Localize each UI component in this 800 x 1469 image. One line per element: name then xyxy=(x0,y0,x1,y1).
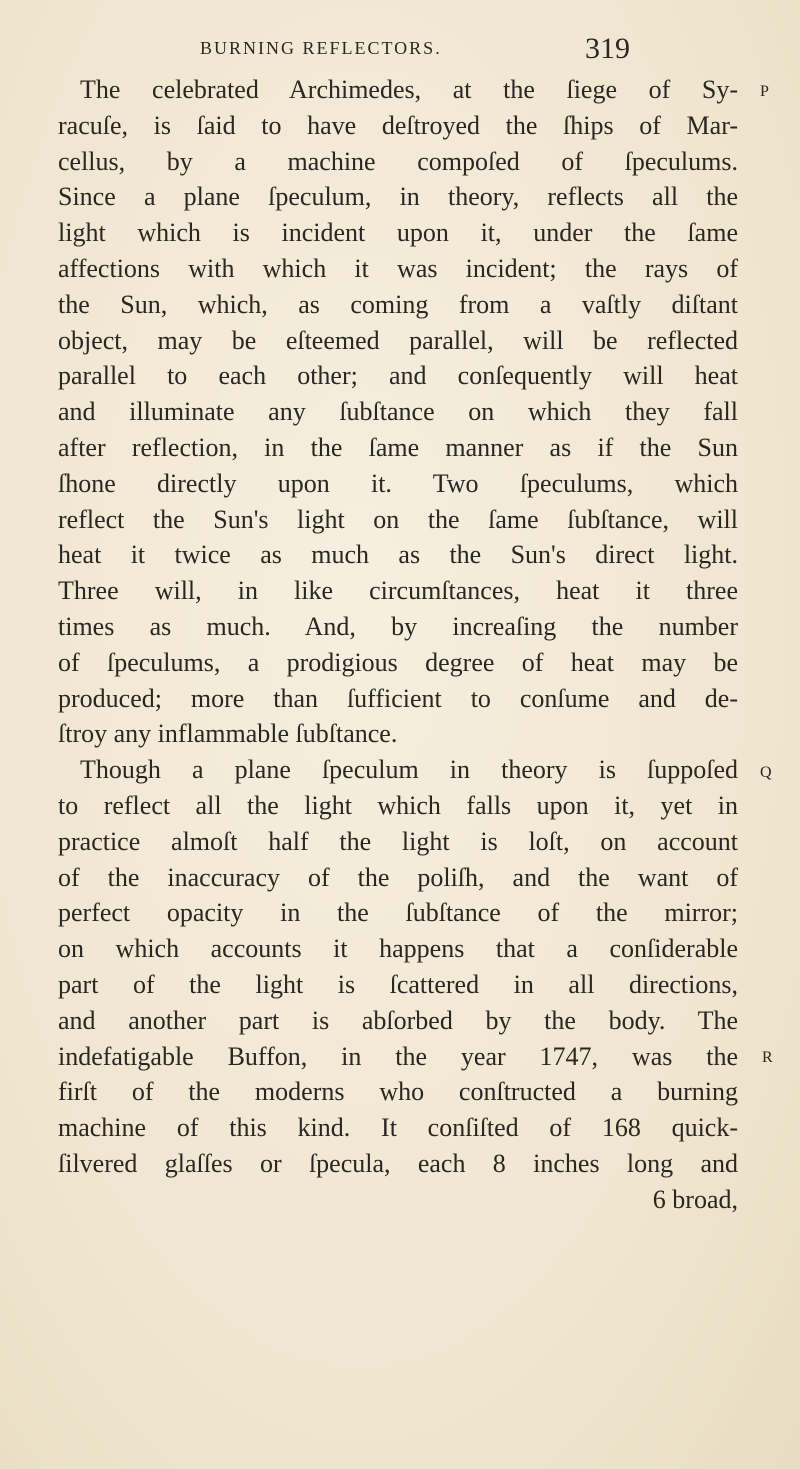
text-line: practice almoſt half the light is loſt, on account xyxy=(58,826,738,856)
text-line: indefatigable Buffon, in the year 1747, was the xyxy=(58,1041,738,1071)
text-line: machine of this kind. It conſiſted of 168 quick- xyxy=(58,1113,738,1143)
text-line: and illuminate any ſubſtance on which they fall xyxy=(58,397,738,427)
text-line: reflect the Sun's light on the ſame ſubſtance, will xyxy=(58,504,738,534)
text-line: ſtroy any inflammable ſubſtance. xyxy=(58,719,398,749)
text-line: cellus, by a machine compoſed of ſpeculums. xyxy=(58,146,738,176)
text-line: after reflection, in the ſame manner as if the Sun xyxy=(58,432,738,462)
text-line: on which accounts it happens that a conſiderable xyxy=(58,934,738,964)
running-title: BURNING REFLECTORS. xyxy=(200,38,442,58)
text-line: part of the light is ſcattered in all directions, xyxy=(58,969,738,999)
catchword: 6 broad, xyxy=(652,1184,738,1214)
text-line: perfect opacity in the ſubſtance of the mirror; xyxy=(58,898,738,928)
text-line: of ſpeculums, a prodigious degree of heat may be xyxy=(58,647,738,677)
text-line: parallel to each other; and conſequently will heat xyxy=(58,361,738,391)
text-line: the Sun, which, as coming from a vaſtly diſtant xyxy=(58,289,738,319)
text-line: light which is incident upon it, under the ſame xyxy=(58,218,738,248)
text-line: affections with which it was incident; the rays of xyxy=(58,253,738,283)
text-line: The celebrated Archimedes, at the ſiege of Sy- xyxy=(80,75,738,104)
text-line: ſilvered glaſſes or ſpecula, each 8 inches long and xyxy=(58,1148,738,1178)
text-line: heat it twice as much as the Sun's direct light. xyxy=(58,540,738,570)
text-line: produced; more than ſufficient to conſume and de- xyxy=(58,683,738,713)
text-line: Since a plane ſpeculum, in theory, reflects all the xyxy=(58,182,738,212)
text-line: Three will, in like circumſtances, heat it three xyxy=(58,576,738,606)
text-line: to reflect all the light which falls upon it, yet in xyxy=(58,790,738,820)
text-line: object, may be eſteemed parallel, will be reflected xyxy=(58,325,738,355)
text-line: firſt of the moderns who conſtructed a burning xyxy=(58,1077,738,1107)
text-line: of the inaccuracy of the poliſh, and the want of xyxy=(58,862,738,892)
text-line: racuſe, is ſaid to have deſtroyed the ſhips of Mar- xyxy=(58,110,738,140)
page-header xyxy=(200,32,640,72)
body-text xyxy=(58,72,738,1218)
margin-letter-q: Q xyxy=(760,764,772,781)
margin-letter-r: R xyxy=(762,1049,773,1066)
text-line: and another part is abſorbed by the body. The xyxy=(58,1005,738,1035)
page-number: 319 xyxy=(585,32,630,65)
text-line: ſhone directly upon it. Two ſpeculums, which xyxy=(58,468,738,498)
margin-letter-p: P xyxy=(760,83,769,100)
text-line: Though a plane ſpeculum in theory is ſuppoſed xyxy=(80,755,738,785)
text-line: times as much. And, by increaſing the number xyxy=(58,611,738,641)
